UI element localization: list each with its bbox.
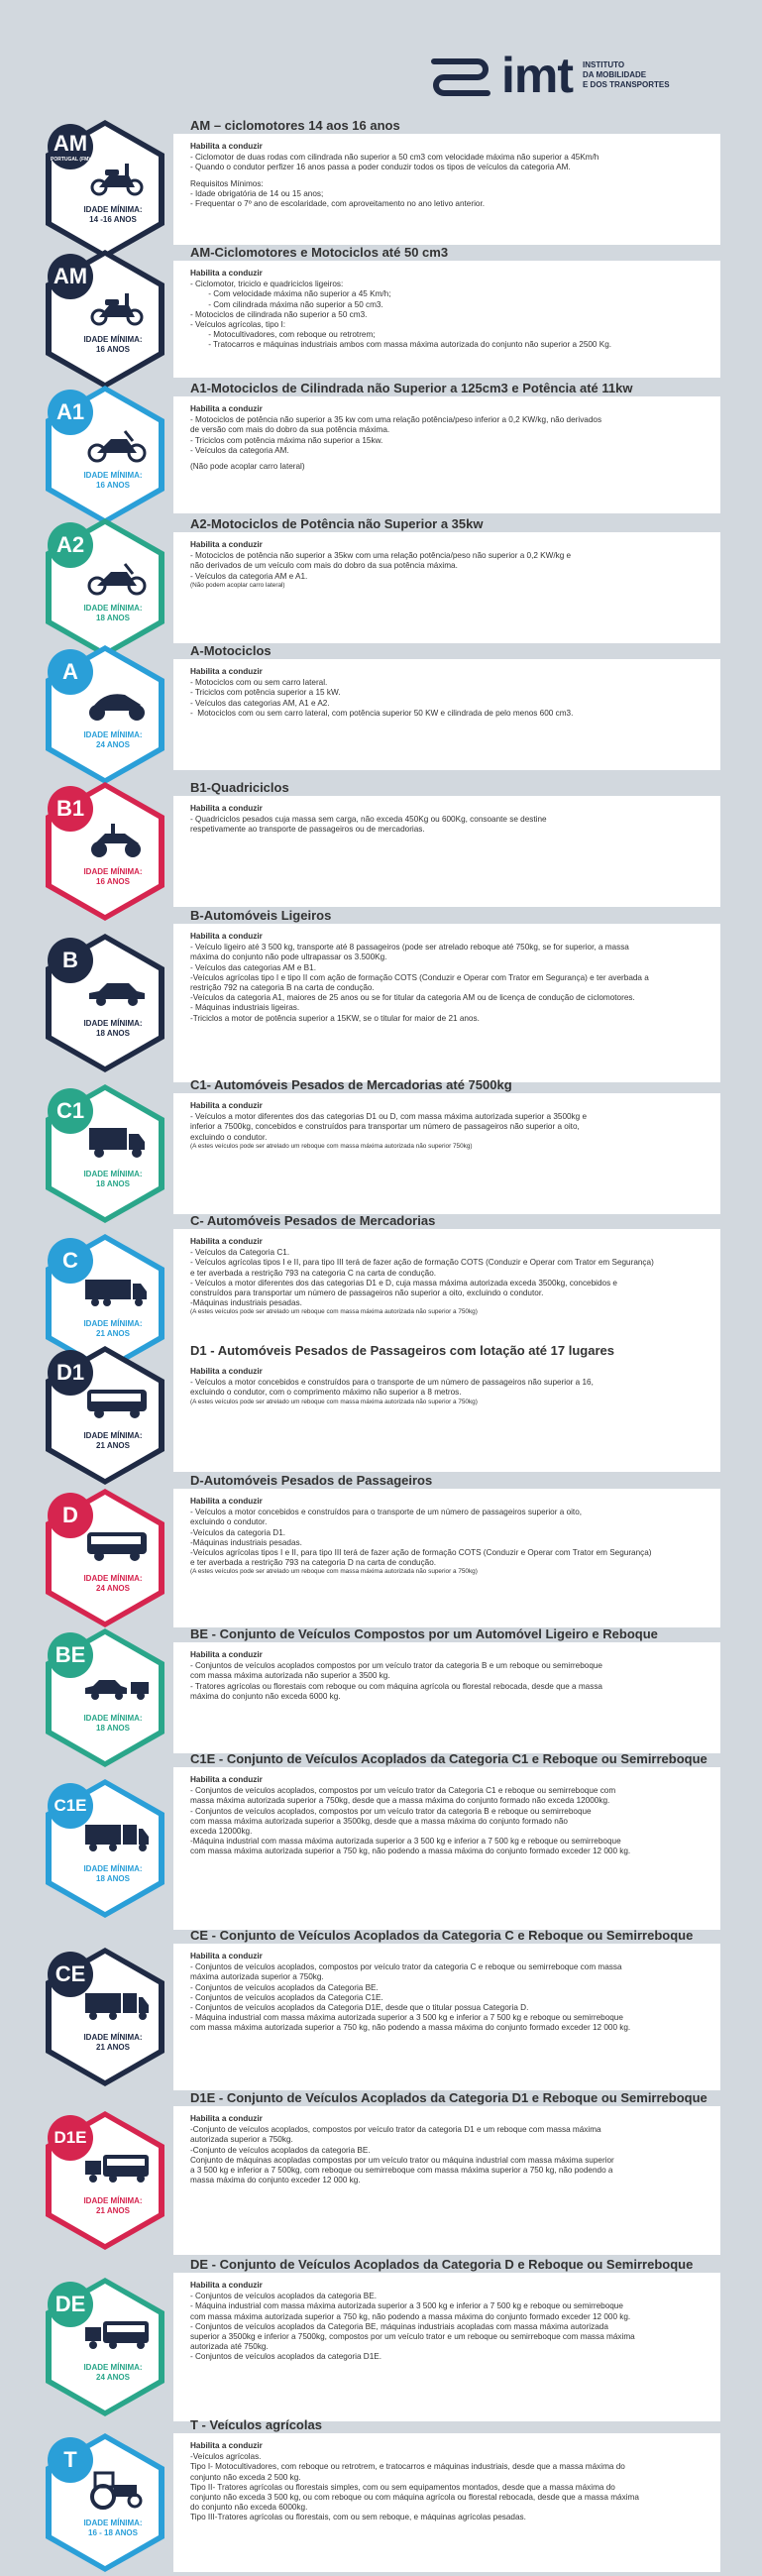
description-line: - Triciclos com potência superior a 15 kW. — [190, 688, 341, 698]
minimum-age — [65, 1019, 161, 1038]
category-title: AM – ciclomotores 14 aos 16 anos — [190, 118, 400, 133]
car-vehicle-icon — [85, 971, 149, 1011]
truck-vehicle-icon — [85, 1122, 149, 1162]
description-heading: Habilita a conduzir — [190, 2441, 263, 2450]
minimum-age-label: IDADE MÍNIMA: — [83, 205, 143, 214]
description-line: excluindo o condutor. — [190, 1517, 268, 1527]
minimum-age-value: 16 ANOS — [96, 876, 130, 886]
minimum-age — [65, 2519, 161, 2537]
category-hexagon — [40, 246, 170, 392]
description-heading: Habilita a conduzir — [190, 2281, 263, 2290]
minimum-age-value: 24 ANOS — [96, 1583, 130, 1593]
category-description — [190, 667, 714, 719]
minimum-age-label: IDADE MÍNIMA: — [83, 867, 143, 876]
minimum-age-value: 21 ANOS — [96, 2205, 130, 2215]
bus-vehicle-icon — [85, 1384, 149, 1423]
description-line: com massa máxima autorizada superior a 3500kg, desde que a massa máxima do conjunto formado não — [190, 1816, 568, 1826]
category-description — [190, 1497, 714, 1576]
description-heading: Habilita a conduzir — [190, 269, 263, 278]
category-title: DE - Conjunto de Veículos Acoplados da Categoria D e Reboque ou Semirreboque — [190, 2257, 694, 2272]
minimum-age-label: IDADE MÍNIMA: — [83, 1019, 143, 1028]
minimum-age-value: 21 ANOS — [96, 1440, 130, 1450]
description-line: - Conjuntos de veículos acoplados compostos por um veículo trator da categoria B e um reboque ou semirreboque — [190, 1661, 602, 1671]
category-row — [0, 1473, 762, 1627]
category-description — [190, 1775, 714, 1857]
description-line: máxima do conjunto não pode ultrapassar os 3.500Kg. — [190, 952, 387, 962]
page-header — [0, 0, 762, 129]
category-description — [190, 2441, 714, 2523]
description-note: (A estes veículos pode ser atrelado um reboque com massa máxima autorizada não superior a 750kg) — [190, 1568, 478, 1576]
category-code: B — [62, 948, 78, 972]
description-line: - Motociclos de cilindrada não superior a 50 cm3. — [190, 309, 368, 319]
minimum-age-value: 24 ANOS — [96, 2372, 130, 2382]
description-line: conjunto não exceda 3 500 kg, ou com reboque ou com máquina agrícola ou florestal rebocada, desde que a massa máxima — [190, 2493, 639, 2503]
category-row — [0, 381, 762, 513]
category-hexagon — [40, 514, 170, 661]
description-line: excluindo o condutor. — [190, 1132, 268, 1142]
description-line: -Veículos agrícolas tipo I e tipo II com ação de formação COTS (Conduzir e Operar com Trator em Segurança) e ter averbada a — [190, 972, 649, 982]
description-line: - Máquina industrial com massa máxima autorizada superior a 3 500 kg e inferior a 7 500 kg e reboque ou semirreboque — [190, 2013, 623, 2023]
description-heading: Habilita a conduzir — [190, 1497, 263, 1506]
minimum-age — [65, 1431, 161, 1450]
description-line: máxima do conjunto não exceda 6000 kg. — [190, 1691, 341, 1701]
logo-text: imt — [501, 48, 573, 103]
minimum-age-label: IDADE MÍNIMA: — [83, 604, 143, 613]
description-line: - Veículos agrícolas tipos I e II, para tipo III terá de fazer ação de formação COTS (Conduzir e Operar com Trator em Segurança) — [190, 1258, 654, 1268]
description-heading: Habilita a conduzir — [190, 1650, 263, 1659]
category-title: C1- Automóveis Pesados de Mercadorias até 7500kg — [190, 1077, 512, 1092]
minimum-age-value: 18 ANOS — [96, 1178, 130, 1188]
description-line: não derivados de um veículo com mais do dobro da sua potência máxima. — [190, 561, 458, 571]
category-title: D1E - Conjunto de Veículos Acoplados da Categoria D1 e Reboque ou Semirreboque — [190, 2090, 708, 2105]
category-code: A2 — [55, 532, 85, 557]
moped-vehicle-icon — [85, 287, 149, 327]
category-hexagon — [40, 2107, 170, 2254]
minimum-age-value: 16 - 18 ANOS — [88, 2527, 138, 2537]
description-line: - Conjuntos de veículos acoplados, compostos por um veículo trator da Categoria C1 e reboque ou semirreboque com — [190, 1786, 616, 1796]
description-line: -Veículos da categoria A1, maiores de 25 anos ou se for titular da categoria AM ou de licença de condução de ciclomotores. — [190, 993, 635, 1003]
description-line: -Máquina industrial com massa máxima autorizada superior a 3 500 kg e inferior a 7 500 kg e reboque ou semirreboque — [190, 1837, 621, 1847]
category-row — [0, 516, 762, 643]
minimum-age-value: 14 -16 ANOS — [89, 214, 137, 224]
description-heading: Habilita a conduzir — [190, 1101, 263, 1110]
category-description — [190, 2281, 714, 2363]
description-line: - Ciclomotor, triciclo e quadriciclos ligeiros: — [190, 280, 344, 289]
minimum-age — [65, 2363, 161, 2382]
description-line: Requisitos Mínimos: — [190, 178, 264, 188]
description-line: -Veículos agrícolas tipos I e II, para tipo III terá de fazer ação de formação COTS (Conduzir e Operar com Trator em Segurança) — [190, 1548, 652, 1558]
category-title: D-Automóveis Pesados de Passageiros — [190, 1473, 433, 1488]
category-row — [0, 1343, 762, 1472]
minimum-age — [65, 1574, 161, 1593]
category-code: B1 — [55, 796, 85, 821]
bus-vehicle-icon — [85, 1526, 149, 1566]
description-line: Conjunto de máquinas acopladas compostas por um veículo trator ou máquina industrial com massa máxima superior — [190, 2155, 614, 2165]
category-title: CE - Conjunto de Veículos Acoplados da Categoria C e Reboque ou Semirreboque — [190, 1928, 694, 1943]
category-description — [190, 142, 714, 209]
description-note: (A estes veículos pode ser atrelado um reboque com massa máxima autorizada não superior 750kg) — [190, 1142, 473, 1150]
sport-vehicle-icon — [85, 683, 149, 723]
category-code-sub: PORTUGAL (FM) — [51, 157, 90, 163]
description-line: - Motocultivadores, com reboque ou retrotrem; — [190, 330, 376, 340]
category-code: D1 — [55, 1360, 85, 1385]
category-description — [190, 269, 714, 351]
truckL-vehicle-icon — [85, 1272, 149, 1311]
category-title: D1 - Automóveis Pesados de Passageiros com lotação até 17 lugares — [190, 1343, 614, 1358]
dirt-vehicle-icon — [85, 423, 149, 463]
minimum-age — [65, 2196, 161, 2215]
category-code: BE — [54, 1642, 86, 1667]
minimum-age-label: IDADE MÍNIMA: — [83, 1864, 143, 1873]
category-hexagon — [40, 1775, 170, 1922]
minimum-age — [65, 205, 161, 224]
dirt-vehicle-icon — [85, 556, 149, 596]
description-line: inferior a 7500kg, concebidos e construídos para transportar um número de passageiros não superior a oito, — [190, 1122, 580, 1132]
description-heading: Habilita a conduzir — [190, 1775, 263, 1784]
description-note: (A estes veículos pode ser atrelado um reboque com massa máxima autorizada não superior a 750kg) — [190, 1398, 478, 1405]
category-row — [0, 643, 762, 770]
description-line: Tipo II- Tratores agrícolas ou florestais simples, com ou sem equipamentos montados, desde que a massa máxima do — [190, 2482, 615, 2492]
description-line: - Frequentar o 7º ano de escolaridade, com aproveitamento no ano letivo anterior. — [190, 199, 486, 209]
minimum-age-value: 16 ANOS — [96, 480, 130, 490]
description-line: - Veículos a motor diferentes dos das categorias D1 e D, cuja massa máxima autorizada exceda 3500kg, concebidos e — [190, 1278, 617, 1288]
category-description — [190, 2114, 714, 2185]
description-line: - Veículos a motor concebidos e construídos para o transporte de um número de passageiros não superior a 16, — [190, 1378, 594, 1388]
category-hexagon — [40, 116, 170, 263]
category-row — [0, 780, 762, 907]
category-hexagon — [40, 641, 170, 788]
description-line: -Triciclos a motor de potência superior a 15KW, se o titular for maior de 21 anos. — [190, 1013, 480, 1023]
description-line: superior a 3500kg e inferior a 7500kg, compostos por um veículo trator e um reboque ou semirreboque com massa máxima — [190, 2332, 635, 2342]
category-row — [0, 1626, 762, 1753]
minimum-age-label: IDADE MÍNIMA: — [83, 1319, 143, 1328]
category-title: A-Motociclos — [190, 643, 272, 658]
minimum-age-value: 16 ANOS — [96, 344, 130, 354]
description-line: - Conjuntos de veículos acoplados da Categoria BE, máquinas industriais acopladas com massa máxima autorizada — [190, 2321, 608, 2331]
description-line: - Tratocarros e máquinas industriais ambos com massa máxima autorizada do conjunto não superior a 2500 Kg. — [190, 340, 612, 350]
minimum-age-label: IDADE MÍNIMA: — [83, 1431, 143, 1440]
description-line: - Conjuntos de veículos acoplados da Categoria C1E. — [190, 1992, 383, 2002]
description-line: - Conjuntos de veículos acoplados da Categoria BE. — [190, 1982, 379, 1992]
category-code: AM — [53, 264, 88, 288]
description-line: restrição 792 na categoria B na carta de condução. — [190, 983, 375, 993]
minimum-age — [65, 604, 161, 622]
minimum-age — [65, 730, 161, 749]
category-code: D1E — [54, 2128, 87, 2147]
description-line: - Máquina industrial com massa máxima autorizada superior a 3 500 kg e inferior a 7 500 kg e reboque ou semirreboque — [190, 2301, 623, 2311]
category-hexagon — [40, 778, 170, 925]
category-code: CE — [54, 1961, 86, 1986]
description-line: e ter averbada a restrição 793 na categoria C na carta de condução. — [190, 1268, 437, 1278]
category-row — [0, 118, 762, 245]
description-line: - Veículos das categorias AM e B1. — [190, 962, 316, 972]
description-line: -Conjunto de veículos acoplados da categoria BE. — [190, 2145, 371, 2155]
category-description — [190, 1367, 714, 1406]
category-title: C1E - Conjunto de Veículos Acoplados da Categoria C1 e Reboque ou Semirreboque — [190, 1751, 708, 1766]
description-line: -Conjunto de veículos acoplados, compostos por veículo trator da categoria D1 e um reboque com massa máxima — [190, 2125, 601, 2135]
description-line: - Conjuntos de veículos acoplados da categoria D1E. — [190, 2352, 381, 2362]
description-line: autorizada até 750kg. — [190, 2342, 269, 2352]
description-note: (A estes veículos pode ser atrelado um reboque com massa máxima autorizada não superior a 750kg) — [190, 1308, 478, 1316]
category-row — [0, 1751, 762, 1930]
category-hexagon — [40, 1342, 170, 1489]
truckTrailer-vehicle-icon — [85, 1817, 149, 1856]
description-line: - Veículos a motor diferentes dos das categorias D1 ou D, com massa máxima autorizada superior a 3500kg e — [190, 1112, 588, 1122]
moped-vehicle-icon — [85, 158, 149, 197]
minimum-age-value: 21 ANOS — [96, 1328, 130, 1338]
minimum-age — [65, 1170, 161, 1188]
category-row — [0, 1077, 762, 1214]
category-row — [0, 2257, 762, 2421]
description-line: - Conjuntos de veículos acoplados da categoria BE. — [190, 2292, 377, 2301]
minimum-age-value: 18 ANOS — [96, 1873, 130, 1883]
minimum-age-label: IDADE MÍNIMA: — [83, 1714, 143, 1723]
category-description — [190, 804, 714, 836]
busTrailer-vehicle-icon — [85, 2315, 149, 2355]
description-line: respetivamente ao transporte de passageiros ou de mercadorias. — [190, 825, 425, 835]
minimum-age — [65, 1319, 161, 1338]
category-description — [190, 1237, 714, 1316]
category-row — [0, 2090, 762, 2255]
category-hexagon — [40, 1944, 170, 2090]
category-row — [0, 245, 762, 378]
category-title: A2-Motociclos de Potência não Superior a 35kw — [190, 516, 484, 531]
minimum-age-value: 18 ANOS — [96, 1028, 130, 1038]
category-hexagon — [40, 382, 170, 528]
category-hexagon — [40, 1624, 170, 1771]
description-line: com massa máxima autorizada superior a 750 kg, não podendo a massa máxima do conjunto formado exceder 12 000 kg. — [190, 2311, 631, 2321]
category-code: AM — [53, 131, 88, 156]
category-title: B1-Quadriciclos — [190, 780, 289, 795]
carTrailer-vehicle-icon — [85, 1666, 149, 1706]
description-line: -Máquinas industriais pesadas. — [190, 1537, 302, 1547]
category-code: A — [62, 659, 78, 684]
category-code: DE — [54, 2292, 86, 2316]
minimum-age — [65, 1864, 161, 1883]
category-hexagon — [40, 1080, 170, 1227]
minimum-age-value: 18 ANOS — [96, 613, 130, 622]
minimum-age-value: 24 ANOS — [96, 739, 130, 749]
description-line: massa máxima autorizada superior a 750kg, desde que a massa máxima do conjunto formado não exceda 12000kg. — [190, 1796, 610, 1806]
description-line: excluindo o condutor, com o comprimento máximo não superior a 8 metros. — [190, 1388, 462, 1398]
category-row — [0, 2417, 762, 2572]
description-heading: Habilita a conduzir — [190, 1237, 263, 1246]
minimum-age-label: IDADE MÍNIMA: — [83, 2519, 143, 2527]
minimum-age-label: IDADE MÍNIMA: — [83, 335, 143, 344]
minimum-age-value: 18 ANOS — [96, 1723, 130, 1733]
minimum-age-label: IDADE MÍNIMA: — [83, 2363, 143, 2372]
category-title: BE - Conjunto de Veículos Compostos por um Automóvel Ligeiro e Reboque — [190, 1626, 658, 1641]
description-line: -Máquinas industriais pesadas. — [190, 1298, 302, 1308]
description-line: - Tratores agrícolas ou florestais com reboque ou com máquina agrícola ou florestal rebocada, desde que a massa — [190, 1681, 602, 1691]
description-line: - Veículos da Categoria C1. — [190, 1248, 290, 1258]
description-heading: Habilita a conduzir — [190, 2114, 263, 2123]
category-description — [190, 404, 714, 472]
institute-name: INSTITUTO DA MOBILIDADE E DOS TRANSPORTES — [583, 60, 670, 89]
category-title: T - Veículos agrícolas — [190, 2417, 322, 2432]
minimum-age-label: IDADE MÍNIMA: — [83, 1574, 143, 1583]
description-line: - Motociclos de potência não superior a 35kw com uma relação potência/peso não superior a 0,2 KW/kg e — [190, 551, 572, 561]
description-line: -Veículos agrícolas. — [190, 2452, 262, 2462]
quad-vehicle-icon — [85, 820, 149, 859]
category-code: C1 — [55, 1098, 85, 1123]
category-description — [190, 932, 714, 1024]
description-line: - Conjuntos de veículos acoplados da Categoria D1E, desde que o titular possua Categoria D. — [190, 2003, 529, 2013]
description-line: autorizada superior a 750kg. — [190, 2135, 293, 2145]
description-heading: Habilita a conduzir — [190, 142, 263, 151]
minimum-age-label: IDADE MÍNIMA: — [83, 471, 143, 480]
description-line: construídos para transportar um número de passageiros não superior a oito, excluindo o condutor. — [190, 1288, 544, 1298]
description-heading: Habilita a conduzir — [190, 932, 263, 941]
description-line: - Veículos da categoria AM e A1. — [190, 571, 308, 581]
description-line: máxima autorizada superior a 750kg. — [190, 1972, 324, 1982]
minimum-age-label: IDADE MÍNIMA: — [83, 730, 143, 739]
description-line: - Conjuntos de veículos acoplados, compostos por veículo trator da categoria C e reboque ou semirreboque com massa — [190, 1962, 622, 1972]
minimum-age-label: IDADE MÍNIMA: — [83, 2033, 143, 2042]
description-note: (Não podem acoplar carro lateral) — [190, 581, 285, 589]
description-line: com massa máxima autorizada superior a 750 kg, não podendo a massa máxima do conjunto formado exceder 12 000 kg. — [190, 2023, 631, 2033]
category-title: A1-Motociclos de Cilindrada não Superior a 125cm3 e Potência até 11kw — [190, 381, 633, 395]
description-line: a 3 500 kg e inferior a 7 500kg, com reboque ou semirreboque com massa máxima superior a 750 kg, não podendo a — [190, 2166, 613, 2176]
category-title: AM-Ciclomotores e Motociclos até 50 cm3 — [190, 245, 449, 260]
category-description — [190, 1650, 714, 1702]
description-line: - Quadriciclos pesados cuja massa sem carga, não exceda 450Kg ou 600Kg, consoante se destine — [190, 815, 547, 825]
category-hexagon — [40, 2274, 170, 2420]
description-line: Tipo III-Tratores agrícolas ou florestais, com ou sem reboque, e máquinas agrícolas pesadas. — [190, 2513, 526, 2522]
category-code: T — [63, 2447, 77, 2472]
description-line: - Motociclos de potência não superior a 35 kw com uma relação potência/peso inferior a 0,2 KW/kg, não derivados — [190, 415, 602, 425]
minimum-age — [65, 335, 161, 354]
description-line: - Motociclos com ou sem carro lateral. — [190, 678, 328, 688]
description-line: - Veículos a motor concebidos e construídos para o transporte de um número de passageiros superior a oito, — [190, 1508, 583, 1517]
category-description — [190, 1101, 714, 1151]
description-line: conjunto não exceda 2 500 kg. — [190, 2472, 301, 2482]
description-line: - Conjuntos de veículos acoplados, compostos por um veículo trator da categoria B e reboque ou semirreboque — [190, 1806, 592, 1816]
description-heading: Habilita a conduzir — [190, 1367, 263, 1376]
busTrailer-vehicle-icon — [85, 2149, 149, 2188]
tractor-vehicle-icon — [85, 2471, 149, 2511]
category-code: D — [62, 1503, 78, 1527]
minimum-age — [65, 1714, 161, 1733]
description-line: exceda 12000kg. — [190, 1827, 253, 1837]
category-title: C- Automóveis Pesados de Mercadorias — [190, 1213, 436, 1228]
description-line: - Máquinas industriais ligeiras. — [190, 1003, 300, 1013]
description-line: - Motociclos com ou sem carro lateral, com potência superior 50 KW e cilindrada de pelo menos 600 cm3. — [190, 708, 574, 718]
description-heading: Habilita a conduzir — [190, 667, 263, 676]
imt-logo-mark-icon — [426, 54, 495, 97]
minimum-age — [65, 867, 161, 886]
description-heading: Habilita a conduzir — [190, 1952, 263, 1960]
category-code: C1E — [54, 1796, 87, 1815]
description-line: - Quando o condutor perfizer 16 anos passa a poder conduzir todos os tipos de veículos da categoria AM. — [190, 163, 571, 172]
description-line: - Ciclomotor de duas rodas com cilindrada não superior a 50 cm3 com velocidade máxima não superior a 45Km/h — [190, 153, 599, 163]
description-line: do conjunto não exceda 6000kg. — [190, 2503, 308, 2513]
description-heading: Habilita a conduzir — [190, 540, 263, 549]
description-line: - Com velocidade máxima não superior a 45 Km/h; — [190, 289, 391, 299]
minimum-age-label: IDADE MÍNIMA: — [83, 2196, 143, 2205]
category-description — [190, 540, 714, 590]
category-row — [0, 1928, 762, 2090]
description-line: - Veículos agrícolas, tipo I: — [190, 320, 286, 330]
description-line: -Veículos da categoria D1. — [190, 1527, 286, 1537]
imt-logo — [426, 46, 723, 105]
description-line: com massa máxima autorizada superior a 750 kg, não podendo a massa máxima do conjunto formado exceder 12 000 kg. — [190, 1847, 631, 1856]
description-line: - Idade obrigatória de 14 ou 15 anos; — [190, 188, 324, 198]
minimum-age — [65, 471, 161, 490]
minimum-age — [65, 2033, 161, 2052]
description-line: - Veículo ligeiro até 3 500 kg, transporte até 8 passageiros (pode ser atrelado reboque até 750kg, se for superior, a massa — [190, 943, 629, 952]
description-line: Tipo I- Motocultivadores, com reboque ou retrotrem, e tratocarros e máquinas industriais, desde que a massa máxima do — [190, 2462, 625, 2472]
minimum-age-label: IDADE MÍNIMA: — [83, 1170, 143, 1178]
description-line: - Com cilindrada máxima não superior a 50 cm3. — [190, 299, 383, 309]
description-line: de versão com mais do dobro da sua potência máxima. — [190, 425, 390, 435]
category-hexagon — [40, 1485, 170, 1631]
description-line: (Não pode acoplar carro lateral) — [190, 462, 305, 472]
description-line: massa máxima do conjunto exceder 12 000 kg. — [190, 2176, 361, 2185]
description-heading: Habilita a conduzir — [190, 804, 263, 813]
description-heading: Habilita a conduzir — [190, 404, 263, 413]
description-line: - Veículos das categorias AM, A1 e A2. — [190, 698, 330, 708]
category-code: C — [62, 1248, 78, 1273]
category-code: A1 — [55, 399, 85, 424]
category-title: B-Automóveis Ligeiros — [190, 908, 332, 923]
description-line: com massa máxima autorizada não superior a 3500 kg. — [190, 1671, 390, 1681]
description-line: - Triciclos com potência máxima não superior a 15kw. — [190, 435, 383, 445]
truckTrailer-vehicle-icon — [85, 1985, 149, 2025]
category-row — [0, 908, 762, 1082]
description-line: - Veículos da categoria AM. — [190, 445, 289, 455]
category-hexagon — [40, 2429, 170, 2576]
category-hexagon — [40, 930, 170, 1076]
category-description — [190, 1952, 714, 2034]
minimum-age-value: 21 ANOS — [96, 2042, 130, 2052]
description-line: e ter averbada a restrição 793 na categoria D na carta de condução. — [190, 1558, 437, 1568]
